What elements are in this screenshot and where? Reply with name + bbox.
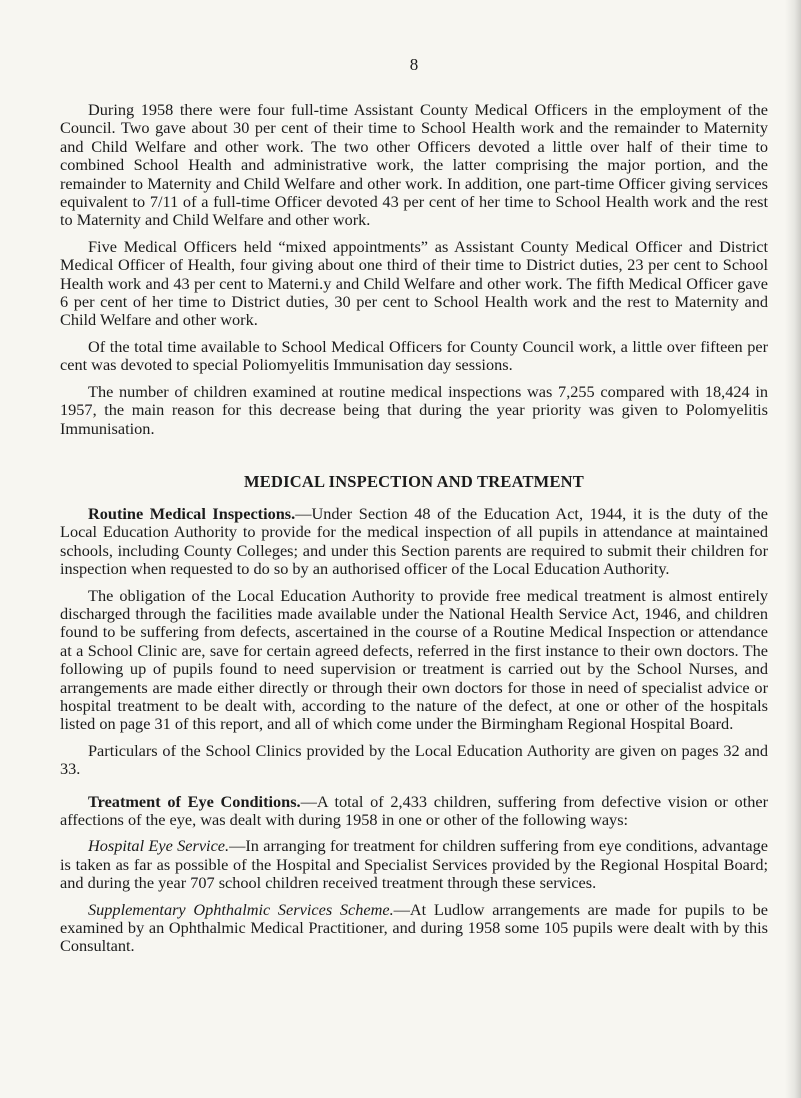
eye-lead: Treatment of Eye Conditions. [88, 791, 301, 811]
section-heading: MEDICAL INSPECTION AND TREATMENT [244, 471, 584, 491]
page-edge-shadow [785, 0, 801, 1098]
routine-text: —Under Section 48 of the Education Act, 1944, it is the duty of the Local Education Authority to provide for the medical inspection of all pupils in attendance at maintained schools, including County Colleges; and under this Section parents are required to submit their children for inspection when requested to do so by an authorised officer of the Local Education Authority. [60, 503, 768, 579]
paragraph-officers-employment: During 1958 there were four full-time Assistant County Medical Officers in the employment of the Council. Two gave about 30 per cent of their time to School Health work and the remainder to Maternity and Child Welfare and other work. The two other Officers devoted a little over half of their time to combined School Health and administrative work, the latter comprising the major portion, and the remainder to Maternity and Child Welfare and other work. In addition, one part-time Officer giving services equivalent to 7/11 of a full-time Officer devoted 43 per cent of her time to School Health work and the rest to Maternity and Child Welfare and other work. [60, 100, 768, 230]
paragraph-poliomyelitis-sessions: Of the total time available to School Medical Officers for County Council work, a little over fifteen per cent was devoted to special Poliomyelitis Immunisation day sessions. [60, 336, 768, 375]
paragraph-children-examined: The number of children examined at routine medical inspections was 7,255 compared with 18,424 in 1957, the main reason for this decrease being that during the year priority was given to Polomyelitis Immunisation. [60, 381, 768, 438]
paragraph-school-clinics: Particulars of the School Clinics provided by the Local Education Authority are given on pages 32 and 33. [60, 740, 768, 779]
hospital-eye-text: —In arranging for treatment for children suffering from eye conditions, advantage is taken as far as possible of the Hospital and Specialist Services provided by the Regional Hospital Board; and during the year 707 school children received treatment through these services. [60, 836, 768, 893]
routine-lead: Routine Medical Inspections. [88, 503, 296, 523]
document-page [60, 55, 768, 964]
paragraph-mixed-appointments: Five Medical Officers held “mixed appointments” as Assistant County Medical Officer and District Medical Officer of Health, four giving about one third of their time to District duties, 23 per cent to School Health work and 43 per cent to Materni.y and Child Welfare and other work. The fifth Medical Officer gave 6 per cent of her time to District duties, 30 per cent to School Health work and the rest to Maternity and Child Welfare and other work. [60, 236, 768, 330]
hospital-eye-lead: Hospital Eye Service. [88, 836, 230, 856]
ophthalmic-lead: Supplementary Ophthalmic Services Scheme. [88, 899, 394, 919]
page-number: 8 [409, 55, 419, 74]
paragraph-hospital-eye-service [60, 837, 768, 892]
paragraph-routine-inspections [60, 505, 768, 579]
eye-text: —A total of 2,433 children, suffering from defective vision or other affections of the eye, was dealt with during 1958 in one or other of the following ways: [60, 791, 769, 829]
ophthalmic-text: —At Ludlow arrangements are made for pupils to be examined by an Ophthalmic Medical Practitioner, and during 1958 some 105 pupils were dealt with by this Consultant. [60, 899, 769, 956]
paragraph-ophthalmic-scheme [60, 901, 768, 956]
paragraph-obligation: The obligation of the Local Education Authority to provide free medical treatment is almost entirely discharged through the facilities made available under the National Health Service Act, 1946, and children found to be suffering from defects, ascertained in the course of a Routine Medical Inspection or attendance at a School Clinic are, save for certain agreed defects, referred in the first instance to their own doctors. The following up of pupils found to need supervision or treatment is carried out by the School Nurses, and arrangements are made either directly or through their own doctors for those in need of specialist advice or hospital treatment to be dealt with, according to the nature of the defect, at one or other of the hospitals listed on page 31 of this report, and all of which come under the Birmingham Regional Hospital Board. [60, 585, 768, 734]
paragraph-eye-conditions [60, 793, 768, 830]
